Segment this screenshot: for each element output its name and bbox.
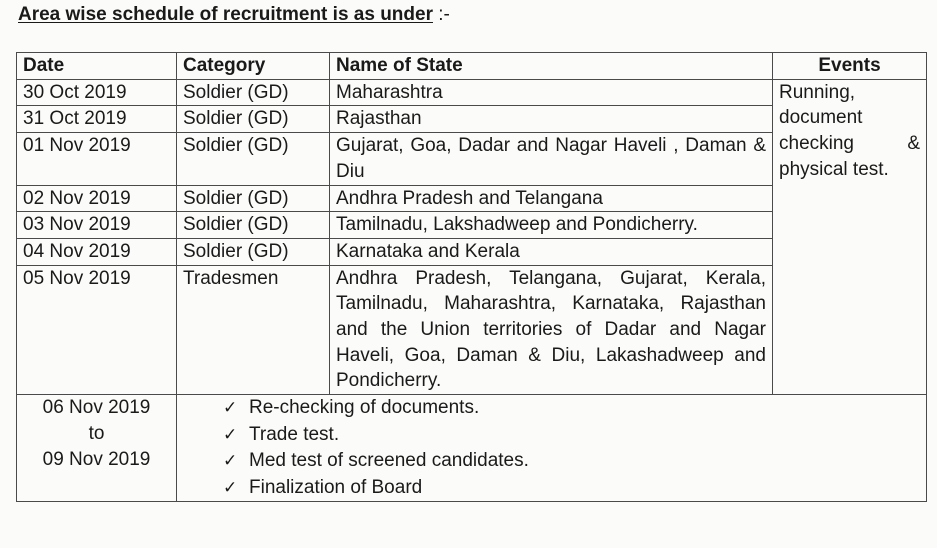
list-item xyxy=(223,448,920,475)
list-item xyxy=(223,422,920,449)
row-category: Soldier (GD) xyxy=(177,238,330,265)
activity-text: Med test of screened candidates. xyxy=(249,450,529,472)
date-range-to-label: to xyxy=(88,422,105,444)
page-heading xyxy=(18,4,450,26)
final-activities-cell xyxy=(177,395,927,502)
row-category: Soldier (GD) xyxy=(177,106,330,133)
row-state: Andhra Pradesh, Telangana, Gujarat, Kerala, Tamilnadu, Maharashtra, Karnataka, Rajasthan and the Union territories of Dadar and Nagar Haveli, Goa, Daman & Diu, Lakashadweep and Pondicherry. xyxy=(330,265,773,395)
table-row xyxy=(17,79,927,106)
header-state: Name of State xyxy=(330,53,773,80)
header-date: Date xyxy=(17,53,177,80)
check-icon: ✓ xyxy=(223,424,238,445)
row-date: 04 Nov 2019 xyxy=(17,238,177,265)
date-range-to: 09 Nov 2019 xyxy=(42,448,151,470)
header-category: Category xyxy=(177,53,330,80)
events-cell: Running, document checking & physical test. xyxy=(773,79,927,394)
row-state: Maharashtra xyxy=(330,79,773,106)
row-category: Soldier (GD) xyxy=(177,79,330,106)
check-icon: ✓ xyxy=(223,398,238,419)
row-date: 03 Nov 2019 xyxy=(17,212,177,239)
row-state: Andhra Pradesh and Telangana xyxy=(330,185,773,212)
check-icon: ✓ xyxy=(223,477,238,498)
row-date: 01 Nov 2019 xyxy=(17,133,177,185)
heading-title: Area wise schedule of recruitment is as under xyxy=(18,4,433,25)
header-events: Events xyxy=(773,53,927,80)
table-header-row xyxy=(17,53,927,80)
row-category: Tradesmen xyxy=(177,265,330,395)
activity-text: Finalization of Board xyxy=(249,476,423,498)
recruitment-schedule-table xyxy=(16,52,927,502)
row-category: Soldier (GD) xyxy=(177,133,330,185)
check-icon: ✓ xyxy=(223,451,238,472)
row-date: 02 Nov 2019 xyxy=(17,185,177,212)
row-state: Karnataka and Kerala xyxy=(330,238,773,265)
activity-text: Re-checking of documents. xyxy=(249,397,480,419)
list-item xyxy=(223,475,920,502)
row-date: 31 Oct 2019 xyxy=(17,106,177,133)
activities-list xyxy=(183,395,920,501)
row-state: Gujarat, Goa, Dadar and Nagar Haveli , Daman & Diu xyxy=(330,133,773,185)
date-range-cell xyxy=(17,395,177,502)
row-state: Rajasthan xyxy=(330,106,773,133)
heading-suffix: :- xyxy=(432,4,450,25)
list-item xyxy=(223,395,920,422)
row-date: 05 Nov 2019 xyxy=(17,265,177,395)
row-category: Soldier (GD) xyxy=(177,185,330,212)
row-category: Soldier (GD) xyxy=(177,212,330,239)
row-state: Tamilnadu, Lakshadweep and Pondicherry. xyxy=(330,212,773,239)
final-phase-row xyxy=(17,395,927,502)
row-date: 30 Oct 2019 xyxy=(17,79,177,106)
activity-text: Trade test. xyxy=(249,423,340,445)
date-range-from: 06 Nov 2019 xyxy=(42,397,151,419)
